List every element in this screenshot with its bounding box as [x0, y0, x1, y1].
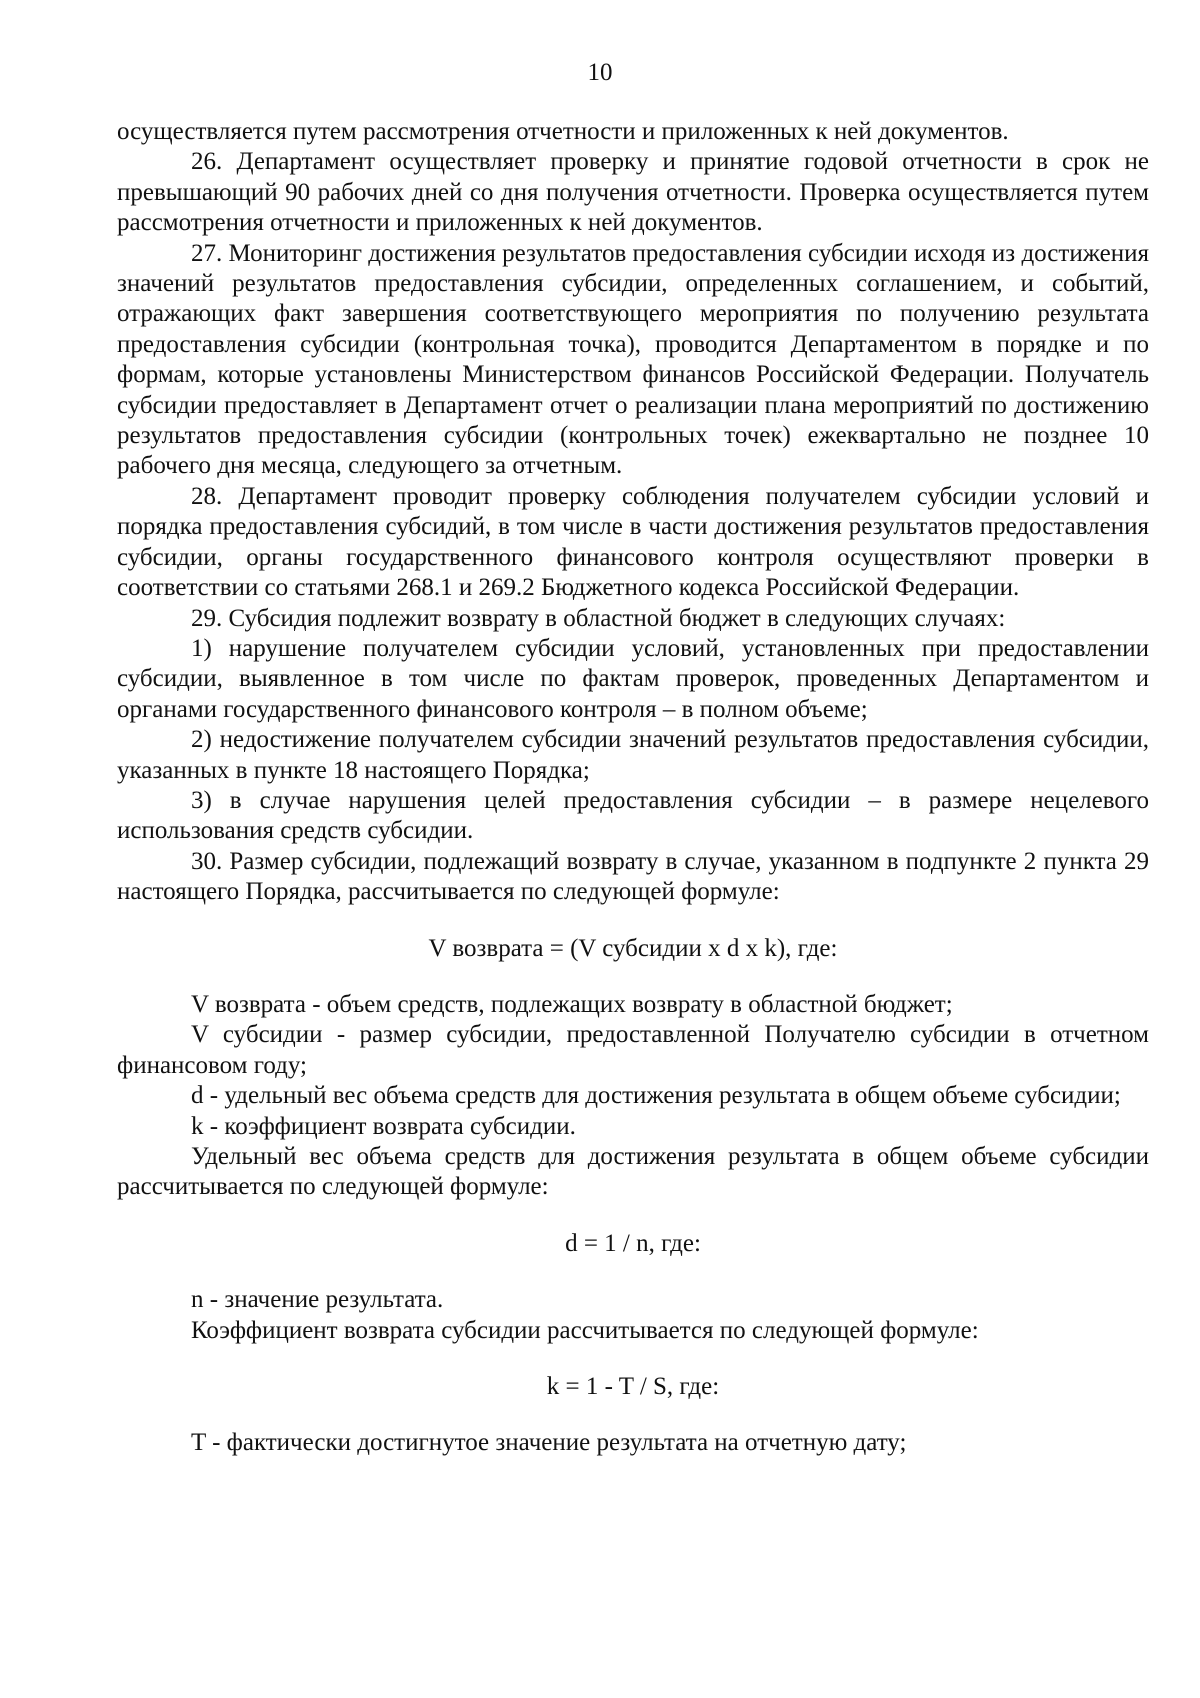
document-body	[117, 117, 1149, 1459]
paragraph-29: 29. Субсидия подлежит возврату в областной бюджет в следующих случаях:	[191, 604, 1006, 632]
definition-n: n - значение результата.	[191, 1286, 444, 1314]
paragraph-k-intro: Коэффициент возврата субсидии рассчитывается по следующей формуле:	[191, 1316, 979, 1344]
definition-v-subsidy: V субсидии - размер субсидии, предоставленной Получателю субсидии в отчетном финансовом году;	[117, 1021, 1149, 1079]
formula-d: d = 1 / n, где:	[565, 1229, 701, 1257]
definition-t: T - фактически достигнутое значение результата на отчетную дату;	[191, 1429, 907, 1457]
paragraph-28: 28. Департамент проводит проверку соблюдения получателем субсидии условий и порядка предоставления субсидий, в том числе в части достижения результатов предоставления субсидии, органы государственного финансового контроля осуществляют проверки в соответствии со статьями 268.1 и 269.2 Бюджетного кодекса Российской Федерации.	[117, 482, 1149, 602]
definition-k: k - коэффициент возврата субсидии.	[191, 1112, 576, 1140]
paragraph-30: 30. Размер субсидии, подлежащий возврату в случае, указанном в подпункте 2 пункта 29 настоящего Порядка, рассчитывается по следующей формуле:	[117, 847, 1149, 906]
definition-d: d - удельный вес объема средств для достижения результата в общем объеме субсидии;	[191, 1082, 1121, 1110]
paragraph-29-item-3: 3) в случае нарушения целей предоставления субсидии – в размере нецелевого использования средств субсидии.	[117, 786, 1149, 845]
formula-v-return: V возврата = (V субсидии x d x k), где:	[428, 934, 838, 962]
formula-k: k = 1 - T / S, где:	[546, 1373, 720, 1401]
page-number: 10	[587, 59, 613, 86]
paragraph-27: 27. Мониторинг достижения результатов предоставления субсидии исходя из достижения значений результатов предоставления субсидии, определенных соглашением, и событий, отражающих факт завершения соответствующего мероприятия по получению результата предоставления субсидии (контрольная точка), проводится Департаментом в порядке и по формам, которые установлены Министерством финансов Российской Федерации. Получатель субсидии предоставляет в Департамент отчет о реализации плана мероприятий по достижению результатов предоставления субсидии (контрольных точек) ежеквартально не позднее 10 рабочего дня месяца, следующего за отчетным.	[117, 239, 1149, 480]
paragraph-29-item-1: 1) нарушение получателем субсидии условий, установленных при предоставлении субсидии, выявленное в том числе по фактам проверок, проведенных Департаментом и органами государственного финансового контроля – в полном объеме;	[117, 634, 1149, 723]
definition-v-return: V возврата - объем средств, подлежащих возврату в областной бюджет;	[191, 990, 953, 1018]
paragraph-continuation: осуществляется путем рассмотрения отчетности и приложенных к ней документов.	[117, 118, 1009, 145]
paragraph-26: 26. Департамент осуществляет проверку и принятие годовой отчетности в срок не превышающий 90 рабочих дней со дня получения отчетности. Проверка осуществляется путем рассмотрения отчетности и приложенных к ней документов.	[117, 148, 1149, 237]
paragraph-d-intro: Удельный вес объема средств для достижения результата в общем объеме субсидии рассчитывается по следующей формуле:	[117, 1143, 1149, 1201]
paragraph-29-item-2: 2) недостижение получателем субсидии значений результатов предоставления субсидии, указанных в пункте 18 настоящего Порядка;	[117, 726, 1149, 784]
